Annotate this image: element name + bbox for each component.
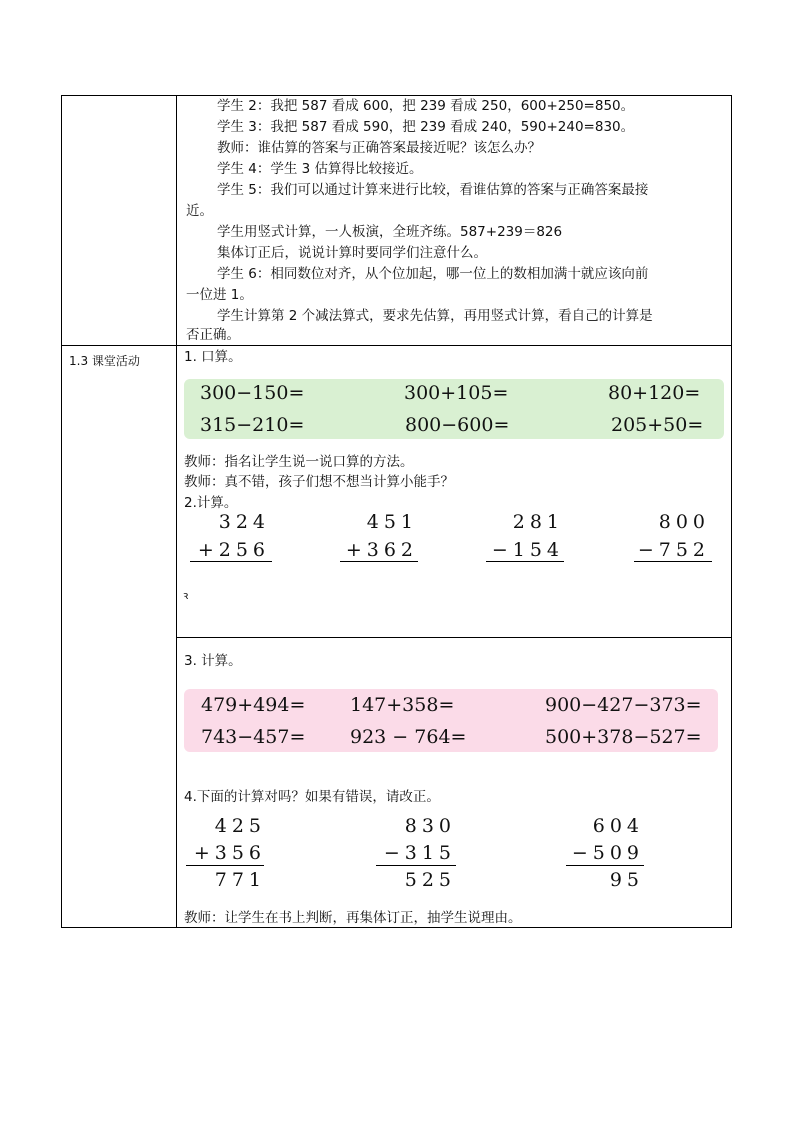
q2-underline-4	[634, 561, 712, 562]
q1-expr-3: 80+120=	[608, 382, 701, 404]
q3-title: 3. 计算。	[184, 653, 242, 669]
q4-bottom-1: +356	[193, 842, 266, 864]
text-line-6: 近。	[186, 203, 213, 219]
q1-expr-4: 315−210=	[200, 414, 305, 436]
q2-top-2: 451	[366, 511, 418, 533]
q4-result-1: 771	[214, 869, 266, 891]
q1-expr-1: 300−150=	[200, 382, 305, 404]
q2-top-3: 281	[512, 511, 564, 533]
stray-mark: ꝛ	[183, 589, 189, 602]
q3-expr-3: 900−427−373=	[545, 694, 702, 716]
text-line-8: 集体订正后，说说计算时要同学们注意什么。	[217, 245, 487, 261]
q3-expr-5: 923 − 764=	[350, 726, 467, 748]
text-line-2: 学生 3：我把 587 看成 590，把 239 看成 240，590+240=830。	[217, 119, 635, 135]
q4-underline-3	[566, 865, 644, 866]
q1-expr-2: 300+105=	[404, 382, 509, 404]
q4-top-2: 830	[404, 815, 456, 837]
q4-top-3: 604	[592, 815, 644, 837]
q4-result-3: 95	[609, 869, 644, 891]
text-line-4: 学生 4：学生 3 估算得比较接近。	[217, 161, 423, 177]
q4-underline-1	[186, 865, 264, 866]
q4-top-1: 425	[214, 815, 266, 837]
final-note: 教师：让学生在书上判断，再集体订正，抽学生说理由。	[184, 910, 522, 926]
q1-note-2: 教师：真不错，孩子们想不想当计算小能手？	[184, 474, 454, 490]
q4-result-2: 525	[404, 869, 456, 891]
q2-bottom-2: +362	[345, 539, 418, 561]
q4-title: 4.下面的计算对吗？如果有错误，请改正。	[184, 789, 440, 805]
text-line-9: 学生 6：相同数位对齐，从个位加起，哪一位上的数相加满十就应该向前	[217, 266, 649, 282]
q1-title: 1. 口算。	[184, 349, 242, 365]
text-line-1: 学生 2：我把 587 看成 600，把 239 看成 250，600+250=850。	[217, 98, 635, 114]
text-line-11: 学生计算第 2 个减法算式，要求先估算，再用竖式计算，看自己的计算是	[217, 308, 653, 324]
q3-expr-4: 743−457=	[201, 726, 306, 748]
q2-top-1: 324	[218, 511, 270, 533]
section-label: 1.3 课堂活动	[69, 354, 140, 368]
text-line-7: 学生用竖式计算，一人板演，全班齐练。587+239＝826	[217, 224, 563, 240]
q2-bottom-4: −752	[637, 539, 710, 561]
q4-underline-2	[376, 865, 456, 866]
q2-top-4: 800	[658, 511, 710, 533]
q2-underline-2	[340, 561, 418, 562]
q4-bottom-2: −315	[383, 842, 456, 864]
text-line-10: 一位进 1。	[186, 287, 253, 303]
q2-bottom-1: +256	[197, 539, 270, 561]
q3-expr-6: 500+378−527=	[545, 726, 702, 748]
q3-expr-1: 479+494=	[201, 694, 306, 716]
text-line-5: 学生 5：我们可以通过计算来进行比较，看谁估算的答案与正确答案最接	[217, 182, 649, 198]
q3-expr-2: 147+358=	[350, 694, 455, 716]
q1-expr-5: 800−600=	[405, 414, 510, 436]
q2-underline-1	[190, 561, 272, 562]
row-divider-inner	[176, 637, 732, 638]
column-divider	[176, 95, 177, 928]
q2-bottom-3: −154	[491, 539, 564, 561]
q1-expr-6: 205+50=	[611, 414, 704, 436]
q2-title: 2.计算。	[184, 495, 238, 511]
q1-note-1: 教师：指名让学生说一说口算的方法。	[184, 454, 414, 470]
q2-underline-3	[486, 561, 564, 562]
q4-bottom-3: −509	[571, 842, 644, 864]
row-divider	[61, 345, 732, 346]
text-line-3: 教师：谁估算的答案与正确答案最接近呢？该怎么办？	[217, 140, 541, 156]
text-line-12: 否正确。	[186, 327, 240, 343]
